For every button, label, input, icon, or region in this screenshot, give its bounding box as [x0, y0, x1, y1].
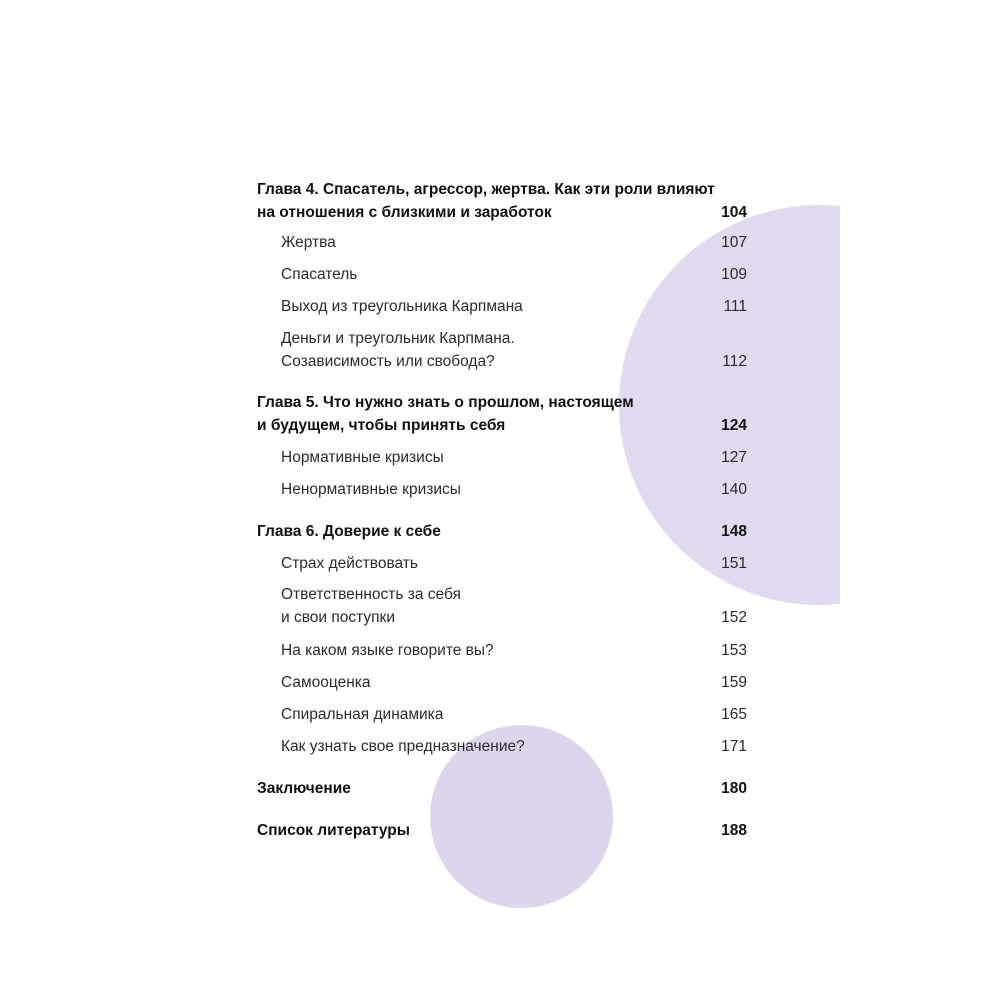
toc-entry-title: Жертва — [281, 234, 336, 251]
toc-entry-title: Спасатель — [281, 266, 358, 283]
toc-entry-title: На каком языке говорите вы? — [281, 642, 494, 659]
toc-page-number: 151 — [721, 555, 747, 572]
toc-page-number: 159 — [721, 674, 747, 691]
toc-entry-title: Самооценка — [281, 674, 371, 691]
toc-entry-title: Ответственность за себя и свои поступки — [281, 586, 461, 626]
toc-chapter-4[interactable] — [257, 178, 747, 224]
toc-section[interactable] — [257, 295, 747, 318]
toc-entry-title: Страх действовать — [281, 555, 418, 572]
toc-section[interactable] — [257, 735, 747, 758]
toc-chapter-5[interactable] — [257, 391, 747, 437]
toc-section[interactable] — [257, 583, 747, 629]
toc-section[interactable] — [257, 552, 747, 575]
toc-entry-title: Выход из треугольника Карпмана — [281, 298, 523, 315]
toc-section[interactable] — [257, 231, 747, 254]
toc-entry-title: Глава 5. Что нужно знать о прошлом, настоящем и будущем, чтобы принять себя — [257, 394, 634, 434]
toc-page-number: 109 — [721, 266, 747, 283]
toc-section[interactable] — [257, 703, 747, 726]
toc-entry-title: Глава 6. Доверие к себе — [257, 523, 441, 540]
toc-entry-title: Спиральная динамика — [281, 706, 444, 723]
toc-conclusion[interactable] — [257, 777, 747, 800]
page-margin — [840, 0, 1000, 1000]
toc-entry-title: Заключение — [257, 780, 351, 797]
toc-entry-title: Глава 4. Спасатель, агрессор, жертва. Как эти роли влияют на отношения с близкими и заработок — [257, 181, 715, 221]
toc-entry-title: Список литературы — [257, 822, 411, 839]
toc-entry-title: Нормативные кризисы — [281, 449, 444, 466]
toc-page-number: 180 — [721, 780, 747, 797]
toc-page-number: 152 — [721, 609, 747, 626]
toc-page-number: 188 — [721, 822, 747, 839]
toc-section[interactable] — [257, 478, 747, 501]
toc-page-number: 127 — [721, 449, 747, 466]
toc-page-number: 171 — [721, 738, 747, 755]
toc-section[interactable] — [257, 671, 747, 694]
toc-entry-title: Деньги и треугольник Карпмана. Созависимость или свобода? — [281, 330, 515, 370]
toc-page-number: 140 — [721, 481, 747, 498]
toc-entry-title: Как узнать свое предназначение? — [281, 738, 525, 755]
toc-entry-title: Ненормативные кризисы — [281, 481, 461, 498]
toc-page-number: 124 — [721, 417, 747, 434]
toc-page-number: 107 — [721, 234, 747, 251]
toc-page-number: 148 — [721, 523, 747, 540]
toc-chapter-6[interactable] — [257, 520, 747, 543]
toc-section[interactable] — [257, 263, 747, 286]
toc-page-number: 153 — [721, 642, 747, 659]
toc-section[interactable] — [257, 446, 747, 469]
toc-bibliography[interactable] — [257, 819, 747, 842]
toc-section[interactable] — [257, 639, 747, 662]
toc-page-number: 165 — [721, 706, 747, 723]
toc-section[interactable] — [257, 327, 747, 373]
toc-page-number: 112 — [722, 353, 747, 370]
toc-page-number: 111 — [723, 298, 747, 315]
toc-page-number: 104 — [721, 204, 747, 221]
